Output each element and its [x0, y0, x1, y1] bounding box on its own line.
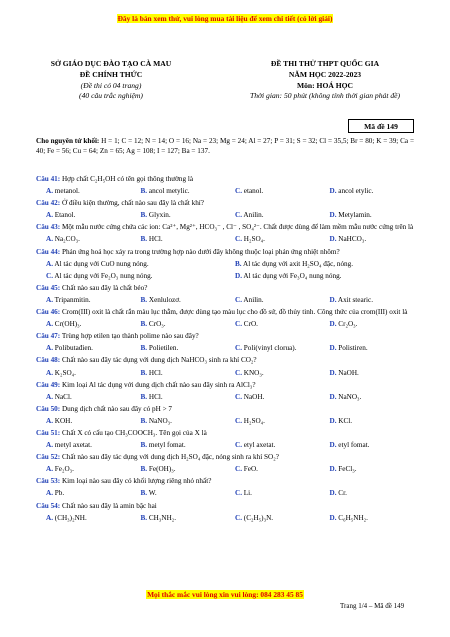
question-text: Chất nào sau đây tác dụng với dung dịch NaHCO₃ sinh ra khí CO₂?: [61, 356, 257, 365]
option-text: Na₂CO₃.: [54, 235, 80, 244]
question-number: Câu 46:: [36, 308, 61, 317]
option-letter: D.: [329, 513, 337, 522]
option-letter: B.: [140, 441, 148, 450]
exam-title: ĐỀ THI THỬ THPT QUỐC GIA: [270, 59, 380, 68]
option-letter: A.: [46, 465, 53, 474]
option-text: ancol etylic.: [338, 187, 374, 196]
question-text: Hợp chất C₂H₅OH có tên gọi thông thường là: [61, 175, 194, 183]
answer-option: [131, 391, 226, 403]
option-letter: C.: [235, 489, 242, 498]
option-letter: C.: [235, 320, 242, 329]
option-letter: A.: [46, 489, 53, 498]
option-text: Fe(OH)₃.: [148, 465, 176, 474]
option-row: [36, 185, 414, 197]
contact-footer: Mọi thắc mắc vui lòng xin vui lòng: 084 283 45 85: [147, 590, 303, 599]
answer-option: [320, 487, 415, 499]
answer-option: [36, 270, 225, 282]
answer-option: [36, 415, 131, 427]
question: [36, 282, 414, 306]
option-letter: A.: [46, 320, 53, 329]
option-letter: C.: [235, 392, 242, 401]
question-text: Ở điều kiện thường, chất nào sau đây là chất khí?: [61, 199, 204, 208]
option-text: Cr(OH)₃.: [54, 320, 82, 329]
question-stem: [36, 221, 414, 233]
question-stem: [36, 282, 414, 294]
option-text: FeO.: [243, 465, 258, 474]
time-limit: Thời gian: 50 phút (không tính thời gian phát đề): [249, 91, 401, 101]
option-text: Li.: [243, 489, 252, 498]
option-letter: D.: [235, 271, 242, 280]
option-text: metanol.: [54, 187, 80, 196]
question-text: Kim loại Al tác dụng với dung dịch chất nào sau đây sinh ra AlCl₃?: [61, 380, 256, 389]
option-letter: C.: [235, 211, 242, 220]
answer-option: [131, 342, 226, 354]
option-text: K₂SO₄.: [54, 368, 76, 377]
option-text: CH₃NH₂.: [148, 513, 177, 522]
question: [36, 403, 414, 427]
option-letter: C.: [235, 295, 242, 304]
option-row: [36, 512, 414, 524]
option-letter: B.: [140, 295, 148, 304]
option-text: Fe₂O₃.: [54, 465, 74, 474]
option-letter: A.: [46, 513, 53, 522]
option-text: Al tác dụng với axit H₂SO₄ đặc, nóng.: [243, 259, 354, 268]
preview-banner: Đây là bản xem thử, vui lòng mua tài liệu để xem chi tiết (có lời giải): [117, 14, 333, 23]
question-stem: [36, 197, 414, 209]
answer-option: [36, 209, 131, 221]
question: [36, 330, 414, 354]
option-letter: D.: [329, 187, 337, 196]
question-text: Phản ứng hoá học xảy ra trong trường hợp nào dưới đây không thuộc loại phản ứng nhiệt nhôm?: [61, 247, 340, 256]
option-text: Axit stearic.: [337, 295, 374, 304]
option-letter: A.: [46, 259, 53, 268]
question-stem: [36, 500, 414, 512]
question-text: Crom(III) oxit là chất rắn màu lục thẫm, được dùng tạo màu lục cho đồ sứ, đồ thủy tinh. Công thức của crom(III) oxit là: [61, 308, 408, 317]
answer-option: [131, 233, 226, 245]
answer-option: [131, 294, 226, 306]
answer-option: [36, 512, 131, 524]
department-name: SỞ GIÁO DỤC ĐÀO TẠO CÀ MAU: [50, 59, 172, 68]
question-number: Câu 51:: [36, 428, 61, 437]
answer-option: [36, 391, 131, 403]
option-text: Cr.: [338, 489, 347, 498]
question-count-note: (40 câu trắc nghiệm): [79, 91, 143, 101]
option-row: [36, 318, 414, 330]
option-letter: B.: [140, 489, 148, 498]
option-text: NaOH.: [338, 368, 359, 377]
option-letter: A.: [46, 368, 53, 377]
option-text: Al tác dụng với Fe₂O₃ nung nóng.: [54, 271, 153, 280]
answer-option: [320, 209, 415, 221]
question-text: Dung dịch chất nào sau đây có pH > 7: [61, 404, 173, 413]
question-number: Câu 48:: [36, 356, 61, 365]
answer-option: [36, 463, 131, 475]
option-letter: A.: [46, 211, 53, 220]
option-letter: B.: [235, 259, 242, 268]
option-row: [36, 487, 414, 499]
option-row: [36, 294, 414, 306]
option-letter: A.: [46, 295, 53, 304]
question: [36, 221, 414, 245]
question: [36, 475, 414, 499]
answer-option: [225, 512, 320, 524]
option-text: Xenlulozơ.: [148, 295, 181, 304]
option-text: NaNO₃.: [338, 392, 362, 401]
answer-option: [36, 233, 131, 245]
option-letter: B.: [140, 235, 148, 244]
option-letter: C.: [235, 187, 242, 196]
option-row: [36, 209, 414, 221]
answer-option: [225, 185, 320, 197]
question-number: Câu 52:: [36, 453, 61, 462]
question-stem: [36, 451, 414, 463]
option-letter: C.: [235, 235, 242, 244]
answer-option: [225, 318, 320, 330]
option-text: CrO₃.: [148, 320, 166, 329]
option-letter: D.: [329, 211, 337, 220]
question-text: Chất nào sau đây là chất béo?: [61, 283, 148, 292]
option-text: HCl.: [148, 235, 163, 244]
option-row: [36, 415, 414, 427]
option-letter: C.: [235, 441, 242, 450]
answer-option: [36, 367, 131, 379]
option-text: Metylamin.: [338, 211, 372, 220]
option-text: etanol.: [243, 187, 264, 196]
question-stem: [36, 306, 414, 318]
option-text: KCl.: [338, 416, 353, 425]
option-text: KNO₃.: [243, 368, 264, 377]
answer-option: [36, 439, 131, 451]
option-letter: D.: [329, 489, 337, 498]
question-stem: [36, 330, 414, 342]
header-right: [236, 59, 414, 102]
question-text: Trùng hợp etilen tạo thành polime nào sau đây?: [61, 332, 199, 341]
option-letter: D.: [329, 368, 337, 377]
question-stem: [36, 379, 414, 391]
option-letter: D.: [329, 235, 337, 244]
question-number: Câu 54:: [36, 501, 61, 510]
option-text: Polietilen.: [148, 344, 179, 353]
option-row: [36, 342, 414, 354]
option-text: metyl axetat.: [54, 441, 92, 450]
option-text: (C₂H₅)₃N.: [243, 513, 274, 522]
answer-option: [131, 463, 226, 475]
option-text: metyl fomat.: [148, 441, 186, 450]
option-text: Anilin.: [243, 295, 264, 304]
answer-option: [320, 415, 415, 427]
option-text: etyl fomat.: [338, 441, 370, 450]
answer-option: [131, 185, 226, 197]
question: [36, 379, 414, 403]
answer-option: [320, 185, 415, 197]
question-text: Chất X có cấu tạo CH₃COOCH₃. Tên gọi của X là: [61, 428, 207, 437]
answer-option: [225, 294, 320, 306]
official-label: ĐỀ CHÍNH THỨC: [79, 69, 143, 79]
answer-option: [225, 415, 320, 427]
option-letter: A.: [46, 392, 53, 401]
question-stem: [36, 475, 414, 487]
option-letter: B.: [140, 416, 148, 425]
option-text: Al tác dụng với CuO nung nóng.: [54, 259, 149, 268]
option-letter: A.: [46, 235, 53, 244]
atomic-masses-label: Cho nguyên tử khối:: [36, 137, 100, 145]
option-letter: C.: [235, 416, 242, 425]
answer-option: [36, 185, 131, 197]
answer-option: [225, 439, 320, 451]
question-stem: [36, 354, 414, 366]
question: [36, 173, 414, 197]
answer-option: [225, 270, 414, 282]
option-letter: C.: [46, 271, 53, 280]
question-number: Câu 50:: [36, 404, 61, 413]
atomic-masses-text: H = 1; C = 12; N = 14; O = 16; Na = 23; Mg = 24; Al = 27; P = 31; S = 32; Cl = 35,5; Br = 80; K = 39; Ca = 40; Fe = 56; Cu = 64; Zn = 65; Ag = 108; I = 127; Ba = 137.: [36, 137, 414, 156]
option-letter: B.: [140, 368, 148, 377]
answer-option: [131, 512, 226, 524]
question: [36, 197, 414, 221]
option-row: [36, 391, 414, 403]
answer-option: [36, 342, 131, 354]
option-letter: B.: [140, 344, 148, 353]
option-text: NaHCO₃.: [338, 235, 367, 244]
answer-option: [131, 209, 226, 221]
question-number: Câu 49:: [36, 380, 61, 389]
question-stem: [36, 173, 414, 185]
answer-option: [131, 367, 226, 379]
question-number: Câu 47:: [36, 332, 61, 341]
question-number: Câu 43:: [36, 223, 61, 232]
option-letter: D.: [329, 416, 337, 425]
school-year: NĂM HỌC 2022-2023: [288, 69, 362, 79]
option-letter: C.: [235, 368, 242, 377]
question-number: Câu 45:: [36, 283, 61, 292]
option-letter: B.: [140, 465, 148, 474]
answer-option: [320, 391, 415, 403]
answer-option: [131, 487, 226, 499]
option-letter: D.: [329, 465, 337, 474]
answer-option: [225, 258, 414, 270]
page-number: Trang 1/4 – Mã đề 149: [340, 602, 405, 610]
option-text: FeCl₃.: [338, 465, 357, 474]
option-text: KOH.: [54, 416, 73, 425]
answer-option: [131, 439, 226, 451]
option-letter: D.: [329, 295, 337, 304]
question-number: Câu 44:: [36, 247, 61, 256]
option-letter: D.: [329, 344, 337, 353]
option-text: Pb.: [54, 489, 65, 498]
answer-option: [320, 439, 415, 451]
question: [36, 500, 414, 524]
option-letter: B.: [140, 187, 148, 196]
answer-option: [320, 367, 415, 379]
question-list: [36, 173, 414, 524]
page-count-note: (Đề thi có 04 trang): [80, 80, 142, 90]
question: [36, 427, 414, 451]
question-text: Kim loại nào sau đây có khối lượng riêng nhỏ nhất?: [61, 477, 212, 486]
option-text: W.: [148, 489, 157, 498]
option-letter: B.: [140, 513, 148, 522]
option-text: Al tác dụng với Fe₃O₄ nung nóng.: [243, 271, 342, 280]
question: [36, 306, 414, 330]
answer-option: [320, 512, 415, 524]
option-row: [36, 233, 414, 245]
option-text: Glyxin.: [148, 211, 171, 220]
option-letter: A.: [46, 441, 53, 450]
option-text: NaCl.: [54, 392, 72, 401]
question-number: Câu 53:: [36, 477, 61, 486]
option-letter: B.: [140, 320, 148, 329]
option-text: (CH₃)₂NH.: [54, 513, 87, 522]
option-text: Etanol.: [54, 211, 76, 220]
option-letter: C.: [235, 344, 242, 353]
option-letter: A.: [46, 187, 53, 196]
option-text: C₆H₅NH₂.: [338, 513, 368, 522]
question-text: Chất nào sau đây là amin bậc hai: [61, 501, 157, 510]
answer-option: [36, 318, 131, 330]
answer-option: [225, 209, 320, 221]
option-row: [36, 463, 414, 475]
option-row: [36, 367, 414, 379]
answer-option: [320, 233, 415, 245]
option-text: HCl.: [148, 368, 163, 377]
option-letter: A.: [46, 416, 53, 425]
answer-option: [225, 367, 320, 379]
option-text: Cr₂O₃.: [338, 320, 358, 329]
answer-option: [320, 463, 415, 475]
option-letter: D.: [329, 392, 337, 401]
question-number: Câu 42:: [36, 199, 61, 208]
option-letter: D.: [329, 320, 337, 329]
answer-option: [225, 391, 320, 403]
question: [36, 354, 414, 378]
answer-option: [36, 294, 131, 306]
option-letter: B.: [140, 392, 148, 401]
option-text: Polibutađien.: [54, 344, 93, 353]
option-text: CrO.: [243, 320, 258, 329]
option-letter: B.: [140, 211, 148, 220]
option-letter: D.: [329, 441, 337, 450]
option-text: etyl axetat.: [243, 441, 276, 450]
option-letter: A.: [46, 344, 53, 353]
header-left: [36, 59, 186, 102]
option-text: ancol metylic.: [148, 187, 190, 196]
question: [36, 246, 414, 282]
question: [36, 451, 414, 475]
answer-option: [225, 463, 320, 475]
option-row: [36, 439, 414, 451]
option-text: Tripanmitin.: [54, 295, 91, 304]
exam-code-box: Mã đề 149: [348, 119, 414, 133]
atomic-masses: [36, 136, 414, 156]
answer-option: [225, 233, 320, 245]
answer-option: [131, 415, 226, 427]
option-text: H₂SO₄.: [243, 416, 265, 425]
answer-option: [320, 318, 415, 330]
answer-option: [320, 342, 415, 354]
answer-option: [36, 487, 131, 499]
question-text: Một mẫu nước cứng chứa các ion: Ca²⁺, Mg²⁺, HCO₃⁻ , Cl⁻ , SO₄²⁻. Chất được dùng để làm mềm mẫu nước cứng trên là: [61, 223, 414, 232]
option-text: Poli(vinyl clorua).: [243, 344, 297, 353]
answer-option: [225, 487, 320, 499]
option-text: NaNO₃.: [148, 416, 172, 425]
question-stem: [36, 427, 414, 439]
option-row: [36, 258, 414, 270]
option-letter: C.: [235, 465, 242, 474]
option-text: NaOH.: [243, 392, 265, 401]
option-text: H₂SO₄.: [243, 235, 265, 244]
question-stem: [36, 403, 414, 415]
question-stem: [36, 246, 414, 258]
answer-option: [36, 258, 225, 270]
option-text: HCl.: [148, 392, 163, 401]
option-row: [36, 270, 414, 282]
answer-option: [320, 294, 415, 306]
option-text: Anilin.: [243, 211, 264, 220]
answer-option: [225, 342, 320, 354]
option-text: Polistiren.: [338, 344, 368, 353]
subject: Môn: HOÁ HỌC: [296, 80, 354, 90]
question-text: Chất nào sau đây tác dụng với dung dịch H₂SO₄ đặc, nóng sinh ra khí SO₂?: [61, 453, 279, 462]
answer-option: [131, 318, 226, 330]
question-number: Câu 41:: [36, 175, 61, 183]
option-letter: C.: [235, 513, 242, 522]
